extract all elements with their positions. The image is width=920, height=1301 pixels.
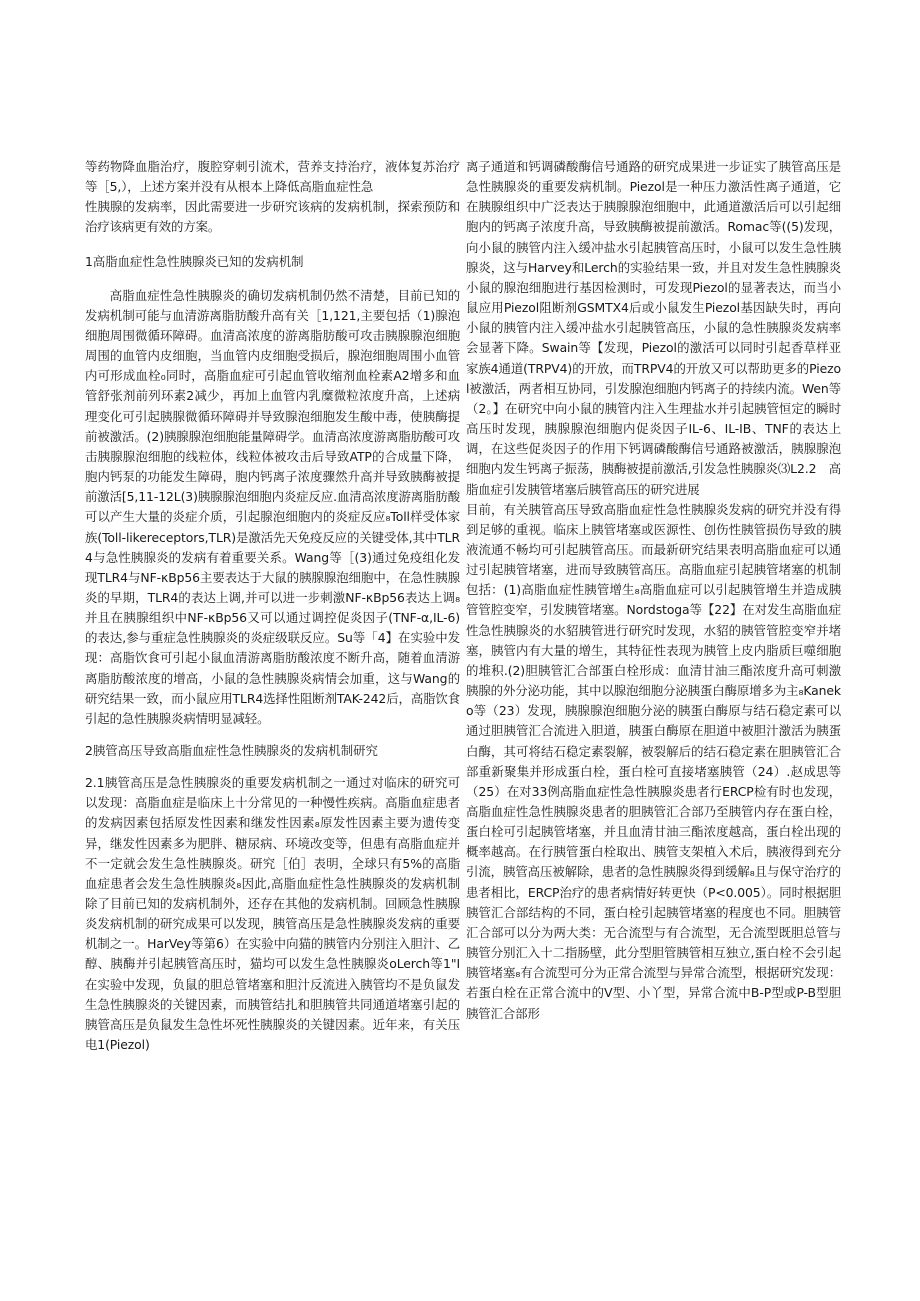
paragraph-treatment-continued: 性胰腺的发病率，因此需要进一步研究该病的发病机制，探索预防和治疗该病更有效的方案。 [85,199,460,235]
paragraph-duct-obstruction: 目前，有关胰管高压导致高脂血症性急性胰腺炎发病的研究并没有得到足够的重视。临床上胰管堵塞或医源性、创伤性胰管损伤导致的胰液流通不畅均可引起胰管高压。而最新研究结果表明高脂血症可以通过引起胰管堵塞，进而导致胰管高压。高脂血症引起胰管堵塞的机制包括：(1)高脂血症性胰管增生₈高脂血症可以引起胰管增生并造成胰管管腔变窄，引发胰管堵塞。Nordstoga等【22】在对发生高脂血症性急性胰腺炎的水貂胰管进行研究时发现，水貂的胰管管腔变窄并堵塞，胰管内有大量的增生，其特征性表现为胰管上皮内脂质巨噬细胞的堆积.(2)胆胰管汇合部蛋白栓形成：血清甘油三酯浓度升高可刺激胰腺的外分泌功能，其中以腺泡细胞分泌胰蛋白酶原增多为主₈Kaneko等（23）发现，胰腺腺泡细胞分泌的胰蛋白酶原与结石稳定素可以通过胆胰管汇合流进入胆道，胰蛋白酶原在胆道中被胆汁激活为胰蛋白酶，其可将结石稳定素裂解，被裂解后的结石稳定素在胆胰管汇合部重新聚集并形成蛋白栓，蛋白栓可直接堵塞胰管（24）.赵成思等（25）在对33例高脂血症性急性胰腺炎患者行ERCP检有时也发现，高脂血症性急性胰腺炎患者的胆胰管汇合部乃至胰管内存在蛋白栓，蛋白栓可引起胰管堵塞，并且血清甘油三酯浓度越高，蛋白栓出现的概率越高。在行胰管蛋白栓取出、胰管支架植入术后，胰液得到充分引流，胰管高压被解除，患者的急性胰腺炎得到缓解₈且与保守治疗的患者相比，ERCP治疗的患者病情好转更快（P<0.005）。同时根据胆胰管汇合部结构的不同，蛋白栓引起胰管堵塞的程度也不同。胆胰管汇合部可以分为两大类：无合流型与有合流型，无合流型既胆总管与胰管分别汇入十二指肠壁，此分型胆管胰管相互独立,蛋白栓不会引起胰管堵塞₈有合流型可分为正常合流型与异常合流型，根据研究发现：若蛋白栓在正常合流中的V型、小丫型，异常合流中B-P型或P-B型胆胰管汇合部形 [466,501,841,1021]
paragraph-known-mechanisms: 高脂血症性急性胰腺炎的确切发病机制仍然不清楚，目前已知的发病机制可能与血清游离脂肪酸升高有关［1,121,主要包括（1)腺泡细胞周围微循环障碍。血清高浓度的游离脂肪酸可攻击胰腺腺泡细胞周围的血管内皮细胞，当血管内皮细胞受损后，腺泡细胞周围小血管内可形成血栓₀同时，高脂血症可引起血管收缩剂血栓素A2增多和血管舒张剂前列环素2减少，再加上血管内乳糜微粒浓度升高，上述病理变化可引起胰腺微循环障碍并导致腺泡细胞发生酸中毒，使胰酶提前被激活。(2)胰腺腺泡细胞能量障碍学。血清高浓度游离脂肪酸可攻击胰腺腺泡细胞的线粒体，线粒体被攻击后导致ATP的合成量下降，胞内钙泵的功能发生障碍，胞内钙离子浓度骤然升高并导致胰酶被提前激活[5,11-12L(3)胰腺腺泡细胞内炎症反应.血清高浓度游离脂肪酸可以产生大量的炎症介质，引起腺泡细胞内的炎症反应₈Toll样受体家族(Toll-likereceptors,TLR)是激活先天免疫反应的关键受体,其中TLR4与急性胰腺炎的发病有着重要关系。Wang等［(3)通过免疫组化发现TLR4与NF-κBp56主要表达于大鼠的胰腺腺泡细胞中，在急性胰腺炎的早期，TLR4的表达上调,并可以进一步刺激NF-κBp56表达上调₈并且在胰腺组织中NF-κBp56又可以通过调控促炎因子(TNF-α,IL-6)的表达,参与重症急性胰腺炎的炎症级联反应。Su等「4】在实验中发现：高脂饮食可引起小鼠血清游离脂肪酸浓度不断升高，随着血清游离脂肪酸浓度的增高，小鼠的急性胰腺炎病情会加重，这与Wang的研究结果一致，而小鼠应用TLR4选择性阻断剂TAK-242后，高脂饮食引起的急性胰腺炎病情明显减轻。 [85,287,460,726]
section-heading-2: 2胰管高压导致高脂血症性急性胰腺炎的发病机制研究 [85,743,378,759]
section-heading-1: 1高脂血症性急性胰腺炎已知的发病机制 [85,253,304,269]
right-column [466,157,841,1024]
paragraph-ductal-hypertension: 2.1胰管高压是急性胰腺炎的重要发病机制之一通过对临床的研究可以发现：高脂血症是临床上十分常见的一种慢性疾病。高脂血症患者的发病因素包括原发性因素和继发性因素₈原发性因素主要为遗传变异，继发性因素多为肥胖、糖尿病、环境改变等，但患有高脂血症并不一定就会发生急性胰腺炎。研究［伯］表明，全球只有5%的高脂血症患者会发生急性胰腺炎₈因此,高脂血症性急性胰腺炎的发病机制除了目前已知的发病机制外，还存在其他的发病机制。回顾急性胰腺炎发病机制的研究成果可以发现，胰管高压是急性胰腺炎发病的重要机制之一。HarVey等第6）在实验中向猫的胰管内分别注入胆汁、乙醇、胰酶并引起胰管高压时，猫均可以发生急性胰腺炎oLerch等1"I在实验中发现，负鼠的胆总管堵塞和胆汁反流进入胰管均不是负鼠发生急性胰腺炎的关键因素，而胰管结扎和胆胰管共同通道堵塞引起的胰管高压是负鼠发生急性坏死性胰腺炎的关键因素。近年来，有关压电1(Piezol) [85,775,460,1053]
left-column [85,157,460,1055]
paragraph-piezo-research: 离子通道和钙调磷酸酶信号通路的研究成果进一步证实了胰管高压是急性胰腺炎的重要发病机制。Piezol是一种压力激活性离子通道，它在胰腺组织中广泛表达于胰腺腺泡细胞中，此通道激活后可以引起细胞内的钙离子浓度升高，导致胰酶被提前激活。Romac等((5)发现，向小鼠的胰管内注入缓冲盐水引起胰管高压时，小鼠可以发生急性胰腺炎，这与Harvey和Lerch的实验结果一致，并且对发生急性胰腺炎小鼠的腺泡细胞进行基因检测时，可发现Piezol的显著表达，而当小鼠应用Piezol阻断剂GSMTX4后或小鼠发生Piezol基因缺失时，再向小鼠的胰管内注入缓冲盐水引起胰管高压，小鼠的急性胰腺炎发病率会显著下降。Swain等【发现，Piezol的激活可以同时引起香草样亚家族4通道(TRPV4)的开放，而TRPV4的开放又可以帮助更多的Piezol被激活，两者相互协同，引发腺泡细胞内钙离子的持续内流。Wen等（2。】在研究中向小鼠的胰管内注入生理盐水并引起胰管恒定的瞬时高压时发现，胰腺腺泡细胞内促炎因子IL-6、IL-IB、TNF的表达上调，在这些促炎因子的作用下钙调磷酸酶信号通路被激活，胰腺腺泡细胞内发生钙离子振荡，胰酶被提前激活,引发急性胰腺炎⑶L2.2 高脂血症引发胰管堵塞后胰管高压的研究进展 [466,159,841,497]
paragraph-treatment: 等药物降血脂治疗，腹腔穿刺引流术，营养支持治疗，液体复苏治疗等［5,），上述方案并没有从根本上降低高脂血症性急 [85,159,460,195]
